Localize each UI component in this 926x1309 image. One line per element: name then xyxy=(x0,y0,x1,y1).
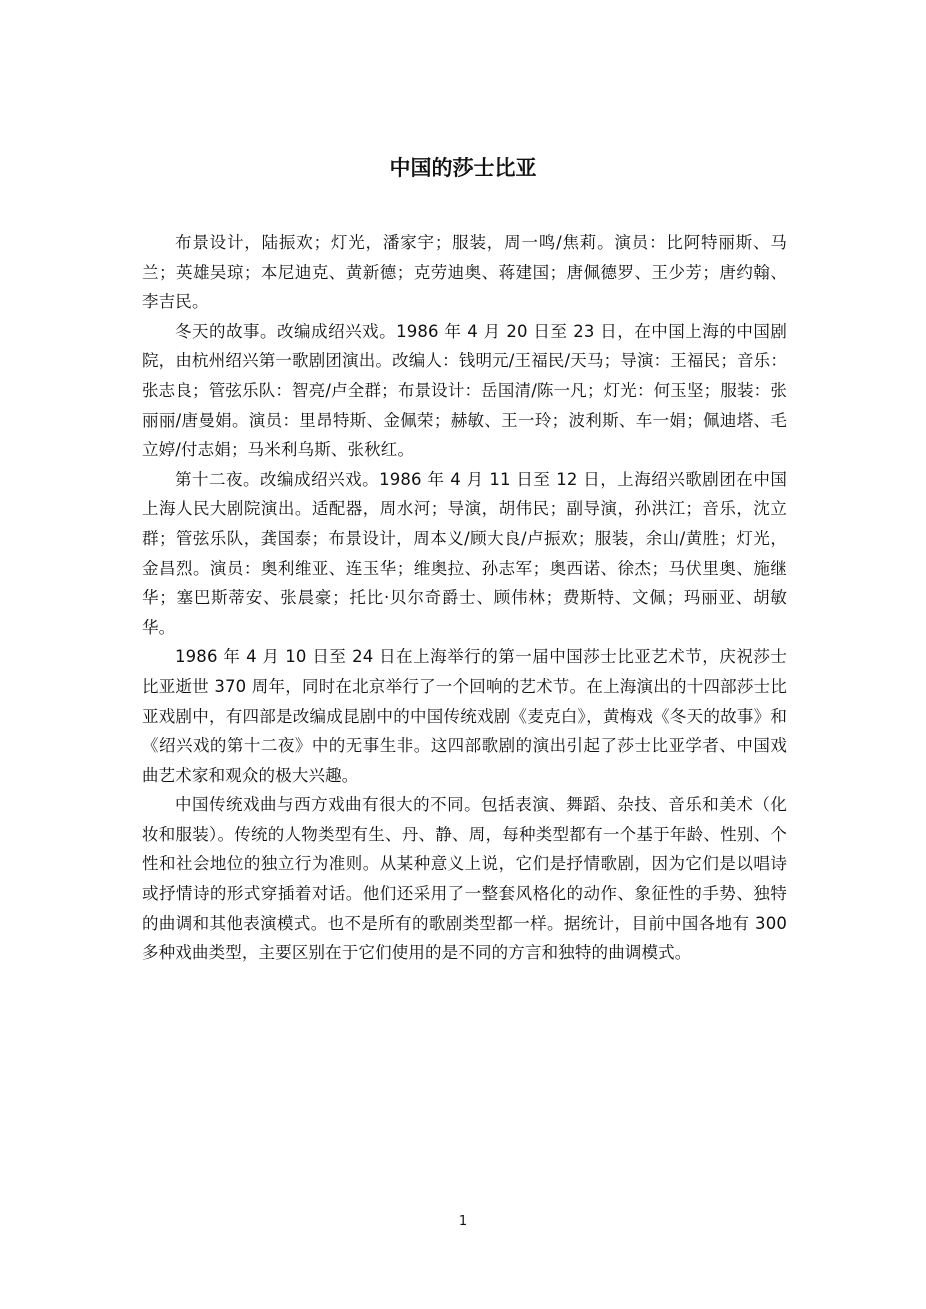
paragraph-traditional-opera: 中国传统戏曲与西方戏曲有很大的不同。包括表演、舞蹈、杂技、音乐和美术（化妆和服装）。传统的人物类型有生、丹、静、周，每种类型都有一个基于年龄、性别、个性和社会地位的独立行为准则。从某种意义上说，它们是抒情歌剧，因为它们是以唱诗或抒情诗的形式穿插着对话。他们还采用了一整套风格化的动作、象征性的手势、独特的曲调和其他表演模式。也不是所有的歌剧类型都一样。据统计，目前中国各地有 300 多种戏曲类型，主要区别在于它们使用的是不同的方言和独特的曲调模式。 xyxy=(142,795,787,963)
page-title: 中国的莎士比亚 xyxy=(389,156,537,180)
paragraph-festival: 1986 年 4 月 10 日至 24 日在上海举行的第一届中国莎士比亚艺术节，庆祝莎士比亚逝世 370 周年，同时在北京举行了一个回响的艺术节。在上海演出的十四部莎士比亚戏剧中，有四部是改编成昆剧中的中国传统戏剧《麦克白》，黄梅戏《冬天的故事》和《绍兴戏的第十二夜》中的无事生非。这四部歌剧的演出引起了莎士比亚学者、中国戏曲艺术家和观众的极大兴趣。 xyxy=(142,647,787,785)
page-number: 1 xyxy=(458,1214,468,1229)
paragraph-stage-credits: 布景设计，陆振欢；灯光，潘家宇；服装，周一鸣/焦莉。演员：比阿特丽斯、马兰；英雄吴琼；本尼迪克、黄新德；克劳迪奥、蒋建国；唐佩德罗、王少芳；唐约翰、李吉民。 xyxy=(142,233,787,312)
paragraph-twelfth-night: 第十二夜。改编成绍兴戏。1986 年 4 月 11 日至 12 日，上海绍兴歌剧团在中国上海人民大剧院演出。适配器，周水河；导演，胡伟民；副导演，孙洪江；音乐，沈立群；管弦乐队，龚国泰；布景设计，周本义/顾大良/卢振欢；服装，余山/黄胜；灯光，金昌烈。演员：奥利维亚、连玉华；维奥拉、孙志军；奥西诺、徐杰；马伏里奥、施继华；塞巴斯蒂安、张晨豪；托比·贝尔奇爵士、顾伟林；费斯特、文佩；玛丽亚、胡敏华。 xyxy=(142,469,787,637)
paragraph-winters-tale: 冬天的故事。改编成绍兴戏。1986 年 4 月 20 日至 23 日，在中国上海的中国剧院，由杭州绍兴第一歌剧团演出。改编人：钱明元/王福民/天马；导演：王福民；音乐：张志良；管弦乐队：智亮/卢全群；布景设计：岳国清/陈一凡；灯光：何玉坚；服装：张丽丽/唐曼娟。演员：里昂特斯、金佩荣；赫敏、王一玲；波利斯、车一娟；佩迪塔、毛立婷/付志娟；马米利乌斯、张秋红。 xyxy=(142,321,787,460)
document-body xyxy=(142,228,787,968)
